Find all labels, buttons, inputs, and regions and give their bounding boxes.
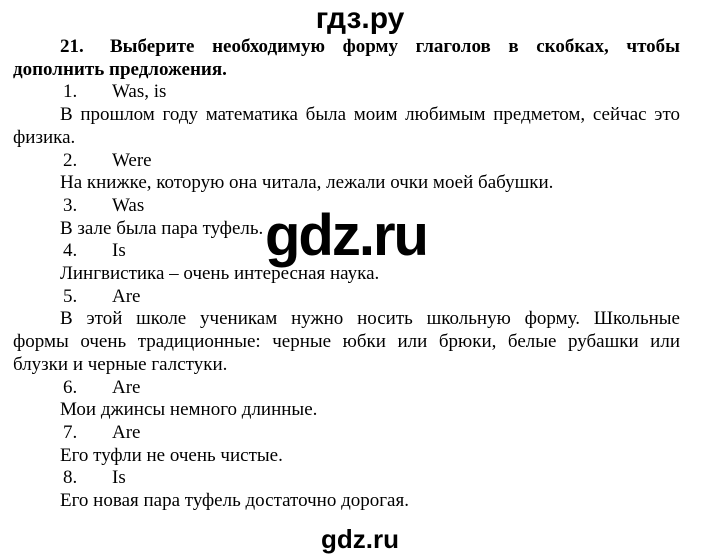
answer-sentence-line: На книжке, которую она читала, лежали очки моей бабушки.: [60, 172, 554, 194]
answer-verb: Were: [112, 149, 152, 171]
answer-number: 4.: [63, 240, 78, 262]
answer-sentence-line: Его туфли не очень чистые.: [60, 444, 283, 466]
task-heading-line-2: дополнить предложения.: [13, 58, 227, 80]
exercise-number: 21.: [60, 36, 84, 57]
answer-number-line: [13, 150, 680, 173]
answer-number-line: [13, 377, 680, 400]
answer-number: 2.: [63, 149, 78, 171]
answer-number: 6.: [63, 376, 78, 398]
answer-sentence-line: В этой школе ученикам нужно носить школьную форму. Школьные: [60, 308, 680, 330]
answer-verb: Are: [112, 421, 141, 443]
answer-number: 1.: [63, 81, 78, 103]
exercise-content: [13, 36, 680, 513]
answer-verb: Are: [112, 376, 141, 398]
answer-sentence-line: В зале была пара туфель.: [60, 217, 264, 239]
gdz-watermark-center: gdz.ru: [265, 203, 427, 268]
answer-verb: Is: [112, 467, 126, 489]
answer-number: 3.: [63, 194, 78, 216]
answer-sentence-line: Лингвистика – очень интересная наука.: [60, 263, 380, 285]
task-text: Выберите необходимую форму глаголов в скобках, чтобы: [110, 36, 680, 57]
answer-sentence-line: Его новая пара туфель достаточно дорогая.: [60, 490, 409, 512]
answer-number: 7.: [63, 421, 78, 443]
answer-number-line: [13, 467, 680, 490]
answer-sentence-line: блузки и черные галстуки.: [13, 353, 228, 375]
site-logo-footer: gdz.ru: [321, 524, 399, 554]
answer-sentence-line: В прошлом году математика была моим любимым предметом, сейчас это: [60, 104, 680, 126]
answer-number-line: [13, 422, 680, 445]
answer-number: 5.: [63, 285, 78, 307]
answer-sentence-line: физика.: [13, 126, 76, 148]
answer-number-line: [13, 81, 680, 104]
answer-sentence-line: Мои джинсы немного длинные.: [60, 399, 318, 421]
site-logo-header: гдз.ру: [315, 2, 405, 35]
answer-number: 8.: [63, 467, 78, 489]
answer-verb: Is: [112, 240, 126, 262]
answer-verb: Was, is: [112, 81, 167, 103]
answer-number-line: [13, 286, 680, 309]
answer-sentence-line: формы очень традиционные: черные юбки или брюки, белые рубашки или: [13, 331, 680, 353]
task-heading-line-1: [13, 36, 680, 59]
answer-verb: Are: [112, 285, 141, 307]
answer-verb: Was: [112, 194, 145, 216]
